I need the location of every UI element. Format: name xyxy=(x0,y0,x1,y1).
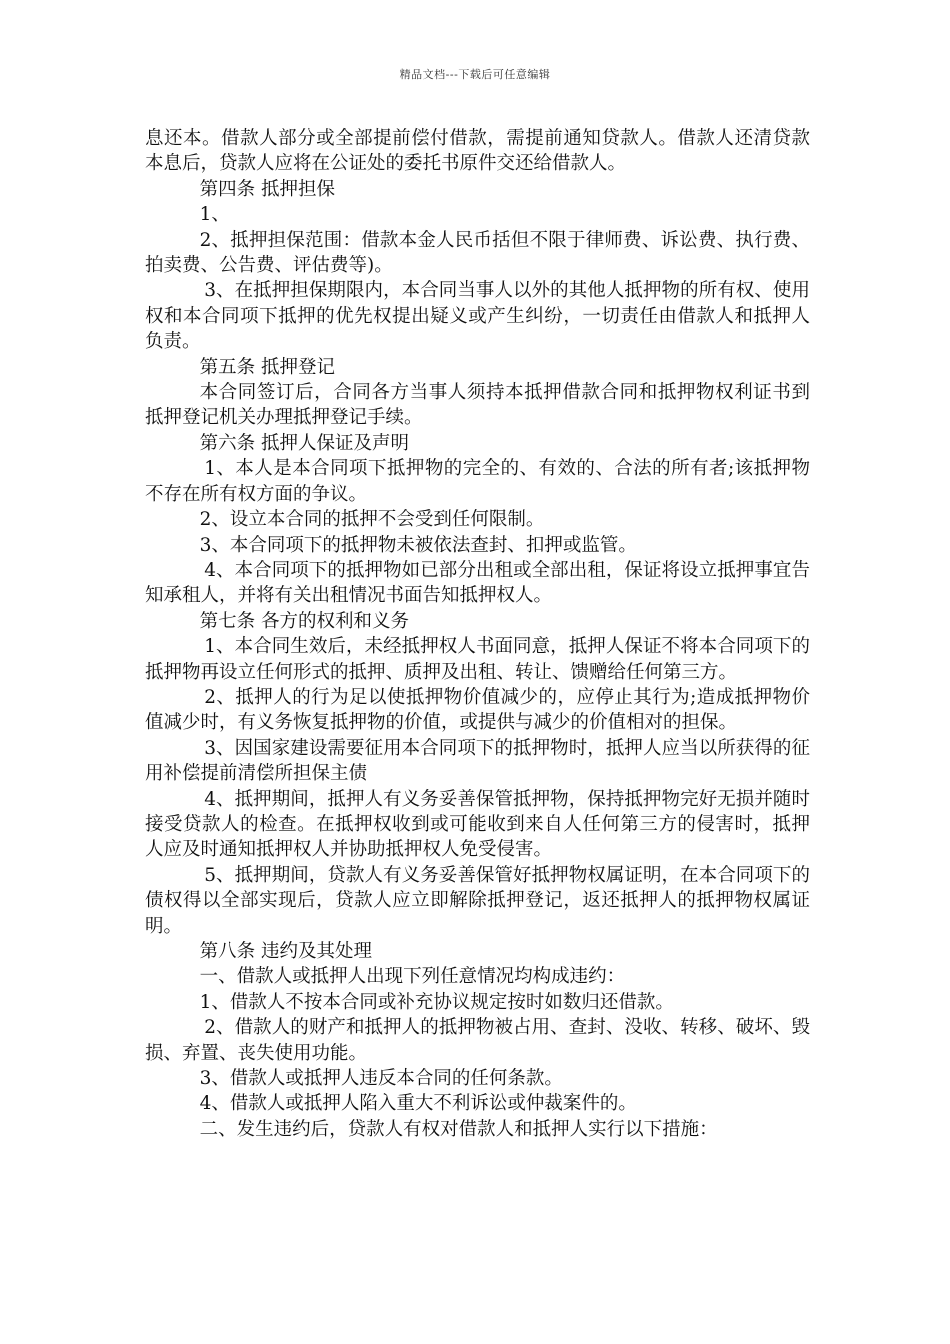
paragraph: 2、抵押人的行为足以使抵押物价值减少的，应停止其行为;造成抵押物价值减少时，有义务恢复抵押物的价值，或提供与减少的价值相对的担保。 xyxy=(145,686,810,734)
paragraph: 2、抵押担保范围：借款本金人民币括但不限于律师费、诉讼费、执行费、拍卖费、公告费、评估费等)。 xyxy=(145,229,810,277)
paragraph: 1、 xyxy=(199,204,230,226)
paragraph: 3、借款人或抵押人违反本合同的任何条款。 xyxy=(199,1068,563,1090)
section-heading: 第五条 抵押登记 xyxy=(199,356,335,378)
paragraph: 4、抵押期间，抵押人有义务妥善保管抵押物，保持抵押物完好无损并随时接受贷款人的检查。在抵押权收到或可能收到来自人任何第三方的侵害时，抵押人应及时通知抵押权人并协助抵押权人免受侵害。 xyxy=(145,788,810,861)
paragraph: 二、发生违约后，贷款人有权对借款人和抵押人实行以下措施： xyxy=(199,1118,718,1140)
paragraph: 4、借款人或抵押人陷入重大不利诉讼或仲裁案件的。 xyxy=(199,1093,637,1115)
paragraph: 3、在抵押担保期限内，本合同当事人以外的其他人抵押物的所有权、使用权和本合同项下抵押的优先权提出疑义或产生纠纷，一切责任由借款人和抵押人负责。 xyxy=(145,280,810,353)
paragraph: 1、本合同生效后，未经抵押权人书面同意，抵押人保证不将本合同项下的抵押物再设立任何形式的抵押、质押及出租、转让、馈赠给任何第三方。 xyxy=(145,636,810,683)
paragraph: 一、借款人或抵押人出现下列任意情况均构成违约： xyxy=(199,966,626,988)
paragraph: 1、借款人不按本合同或补充协议规定按时如数归还借款。 xyxy=(199,991,674,1013)
section-heading: 第七条 各方的权利和义务 xyxy=(199,610,409,632)
paragraph: 3、因国家建设需要征用本合同项下的抵押物时，抵押人应当以所获得的征用补偿提前清偿所担保主债 xyxy=(145,737,810,785)
section-heading: 第六条 抵押人保证及声明 xyxy=(199,432,409,454)
paragraph: 2、借款人的财产和抵押人的抵押物被占用、查封、没收、转移、破坏、毁损、弃置、丧失使用功能。 xyxy=(145,1017,810,1064)
paragraph: 本合同签订后，合同各方当事人须持本抵押借款合同和抵押物权利证书到抵押登记机关办理抵押登记手续。 xyxy=(145,382,810,429)
page-header: 精品文档---下载后可任意编辑 xyxy=(399,68,551,81)
document-body xyxy=(145,126,810,1142)
paragraph: 1、本人是本合同项下抵押物的完全的、有效的、合法的所有者;该抵押物不存在所有权方面的争议。 xyxy=(145,458,810,505)
paragraph: 息还本。借款人部分或全部提前偿付借款，需提前通知贷款人。借款人还清贷款本息后，贷款人应将在公证处的委托书原件交还给借款人。 xyxy=(145,128,810,175)
paragraph: 5、抵押期间，贷款人有义务妥善保管好抵押物权属证明，在本合同项下的债权得以全部实现后，贷款人应立即解除抵押登记，返还抵押人的抵押物权属证明。 xyxy=(145,864,810,937)
paragraph: 2、设立本合同的抵押不会受到任何限制。 xyxy=(199,509,545,531)
paragraph: 3、本合同项下的抵押物未被依法查封、扣押或监管。 xyxy=(199,534,637,556)
section-heading: 第八条 违约及其处理 xyxy=(199,941,372,962)
paragraph: 4、本合同项下的抵押物如已部分出租或全部出租，保证将设立抵押事宜告知承租人，并将有关出租情况书面告知抵押权人。 xyxy=(145,559,810,607)
section-heading: 第四条 抵押担保 xyxy=(199,178,335,200)
